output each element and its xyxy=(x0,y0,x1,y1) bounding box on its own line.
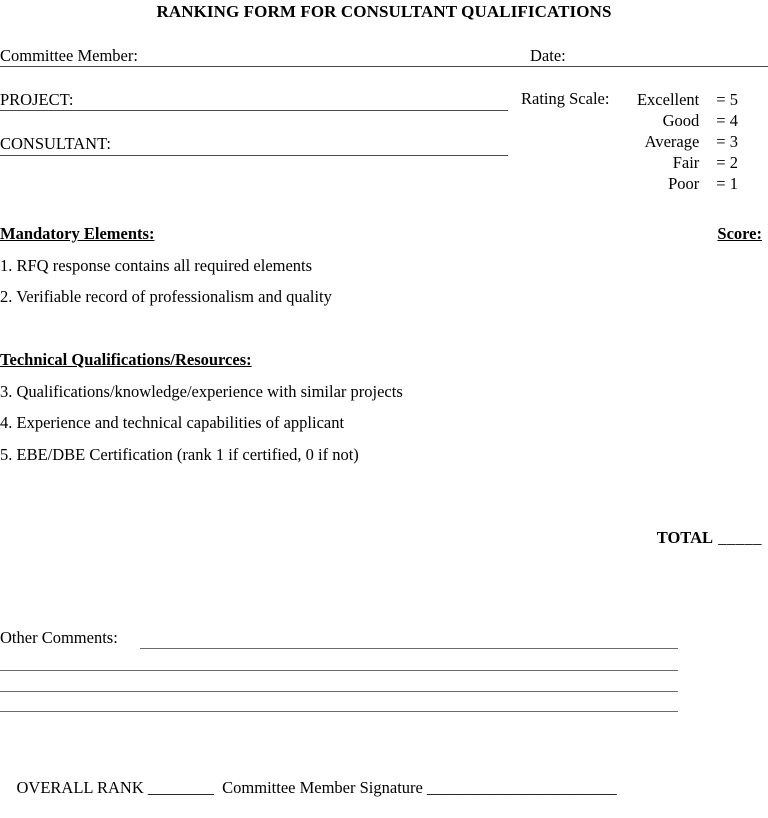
rating-label: Good xyxy=(662,111,700,130)
rating-value: = 5 xyxy=(716,90,738,109)
project-label: PROJECT: xyxy=(0,90,74,109)
comment-line-4[interactable] xyxy=(0,711,678,712)
rating-scale-row xyxy=(618,152,768,173)
rating-value: = 2 xyxy=(716,153,738,172)
comment-line-3[interactable] xyxy=(0,691,678,692)
comment-line-1[interactable] xyxy=(140,648,678,649)
overall-rank-field[interactable]: OVERALL RANK ________ xyxy=(16,778,214,797)
committee-member-date-line[interactable] xyxy=(0,66,768,67)
technical-item-3: 3. Qualifications/knowledge/experience with similar projects xyxy=(0,382,403,401)
consultant-label: CONSULTANT: xyxy=(0,134,111,153)
score-column-label: Score: xyxy=(717,224,762,243)
comment-line-2[interactable] xyxy=(0,670,678,671)
rating-scale-row xyxy=(618,173,768,194)
rating-value: = 4 xyxy=(716,111,738,130)
rating-value: = 3 xyxy=(716,132,738,151)
technical-item-4: 4. Experience and technical capabilities of applicant xyxy=(0,413,345,432)
mandatory-elements-heading: Mandatory Elements: xyxy=(0,224,155,243)
rating-scale-row xyxy=(618,131,768,152)
rating-label: Poor xyxy=(668,174,700,193)
other-comments-label: Other Comments: xyxy=(0,628,118,647)
project-input-line[interactable] xyxy=(0,110,508,111)
committee-member-signature-field[interactable]: Committee Member Signature _______________________ xyxy=(222,778,617,797)
rating-value: = 1 xyxy=(716,174,738,193)
rating-label: Average xyxy=(644,132,700,151)
page-title: RANKING FORM FOR CONSULTANT QUALIFICATIONS xyxy=(156,2,612,21)
total-score-blank[interactable]: _____ xyxy=(718,528,762,547)
technical-qualifications-heading: Technical Qualifications/Resources: xyxy=(0,350,252,369)
date-label: Date: xyxy=(530,46,566,65)
consultant-input-line[interactable] xyxy=(0,155,508,156)
rating-label: Excellent xyxy=(636,90,700,109)
mandatory-item-1: 1. RFQ response contains all required elements xyxy=(0,256,313,275)
rating-label: Fair xyxy=(672,153,700,172)
rating-scale-rows xyxy=(618,89,768,194)
footer-signature-row xyxy=(0,758,617,818)
rating-scale-row xyxy=(618,110,768,131)
mandatory-item-2: 2. Verifiable record of professionalism and quality xyxy=(0,287,332,306)
total-label: TOTAL xyxy=(656,528,713,547)
rating-scale-title: Rating Scale: xyxy=(521,89,610,108)
technical-item-5: 5. EBE/DBE Certification (rank 1 if certified, 0 if not) xyxy=(0,445,359,464)
committee-member-label: Committee Member: xyxy=(0,46,138,65)
rating-scale-row xyxy=(618,89,768,110)
